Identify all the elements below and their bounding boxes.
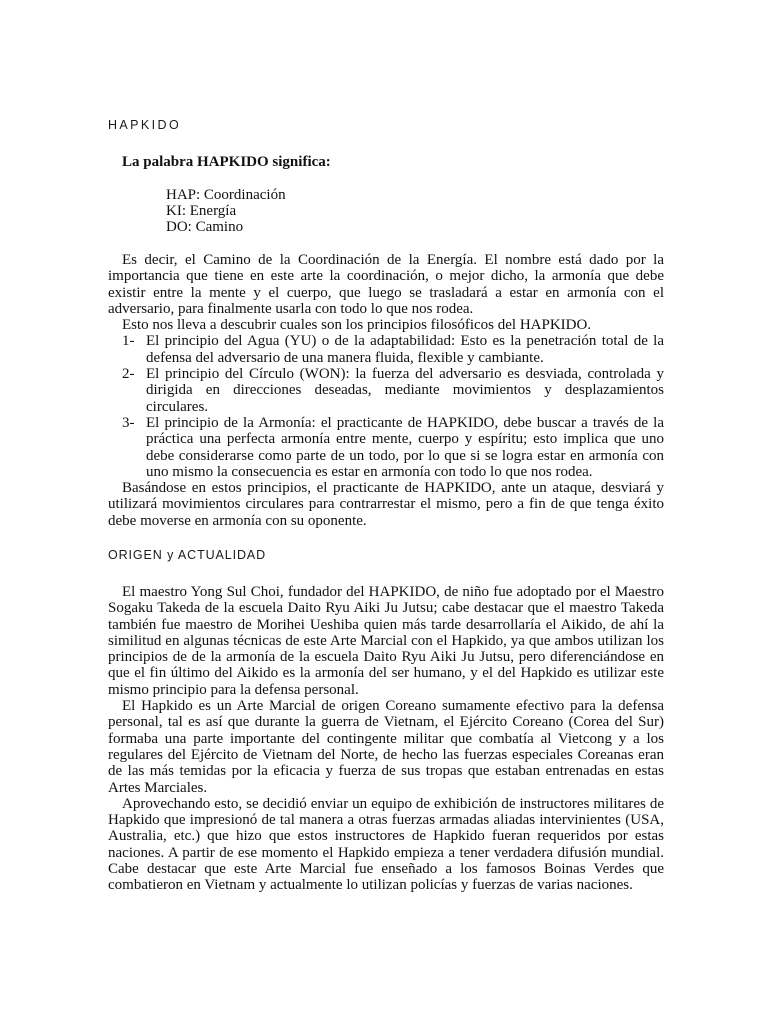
meaning-subtitle: La palabra HAPKIDO significa: (122, 154, 331, 170)
principles-list (108, 333, 664, 480)
intro-paragraph: Es decir, el Camino de la Coordinación de la Energía. El nombre está dado por la importancia que tiene en este arte la coordinación, o mejor dicho, la armonía que debe existir entre la mente y el cuerpo, que luego se trasladará a estar en armonía con el adversario, para finalmente usarla con todo lo que nos rodea. (108, 252, 664, 317)
history-paragraph: Aprovechando esto, se decidió enviar un equipo de exhibición de instructores militares de Hapkido que impresionó de tal manera a otras fuerzas armadas aliadas intervinientes (USA, Australia, etc.) que hizo que estos instructores de Hapkido fueran requeridos por estas naciones. A partir de ese momento el Hapkido empieza a tener verdadera difusión mundial. Cabe destacar que este Arte Marcial fue enseñado a los famosos Boinas Verdes que combatieron en Vietnam y actualmente lo utilizan policías y fuerzas de varias naciones. (108, 795, 664, 894)
section-title-origen: ORIGEN y ACTUALIDAD (108, 548, 267, 562)
closing-paragraph: Basándose en estos principios, el practicante de HAPKIDO, ante un ataque, desviará y utilizará movimientos circulares para contrarrestar el mismo, pero a fin de que tenga éxito debe moverse en armonía con su oponente. (108, 480, 664, 529)
history-paragraph: El maestro Yong Sul Choi, fundador del HAPKIDO, de niño fue adoptado por el Maestro Sogaku Takeda de la escuela Daito Ryu Aiki Ju Jutsu; cabe destacar que el maestro Takeda también fue maestro de Morihei Ueshiba quien más tarde desarrollaría el Aikido, de ahí la similitud en algunas técnicas de este Arte Marcial con el Hapkido, ya que ambos utilizan los principios de de la armonía de la escuela Daito Ryu Aiki Ju Jutsu, pero diferenciándose en que el fin último del Aikido es la armonía del ser humano, y el del Hapkido es utilizar este mismo principio para la defensa personal. (108, 584, 664, 698)
list-item-text: El principio de la Armonía: el practicante de HAPKIDO, debe buscar a través de la práctica una perfecta armonía entre mente, cuerpo y espíritu; esto implica que uno debe considerarse como parte de un todo, por lo que si se logra estar en armonía con uno mismo la consecuencia es estar en armonía con todo lo que nos rodea. (146, 414, 664, 480)
list-item (108, 333, 664, 366)
list-item (108, 415, 664, 480)
list-item (108, 366, 664, 415)
section2-body (108, 584, 664, 894)
section-title-hapkido: HAPKIDO (108, 118, 182, 132)
list-item-text: El principio del Agua (YU) o de la adaptabilidad: Esto es la penetración total de la defensa del adversario de una manera fluida, flexible y cambiante. (146, 333, 664, 366)
syllable-hap: HAP: Coordinación (166, 187, 286, 203)
list-item-number: 3- (122, 414, 135, 431)
history-paragraph: El Hapkido es un Arte Marcial de origen Coreano sumamente efectivo para la defensa personal, tal es así que durante la guerra de Vietnam, el Ejército Coreano (Corea del Sur) formaba una parte importante del contingente militar que combatía al Vietcong y a los regulares del Ejército de Vietnam del Norte, de hecho las fuerzas especiales Coreanas eran de las más temidas por la eficacia y fuerza de sus tropas que estaban entrenadas en estas Artes Marciales. (108, 698, 664, 796)
syllable-ki: KI: Energía (166, 203, 237, 219)
principles-lead: Esto nos lleva a descubrir cuales son los principios filosóficos del HAPKIDO. (122, 317, 592, 334)
list-item-number: 2- (122, 366, 135, 383)
section1-body (108, 252, 664, 529)
list-item-text: El principio del Círculo (WON): la fuerza del adversario es desviada, controlada y dirigida en direcciones deseadas, mediante movimientos y desplazamientos circulares. (146, 366, 664, 415)
list-item-number: 1- (122, 333, 135, 350)
syllable-do: DO: Camino (166, 219, 244, 235)
